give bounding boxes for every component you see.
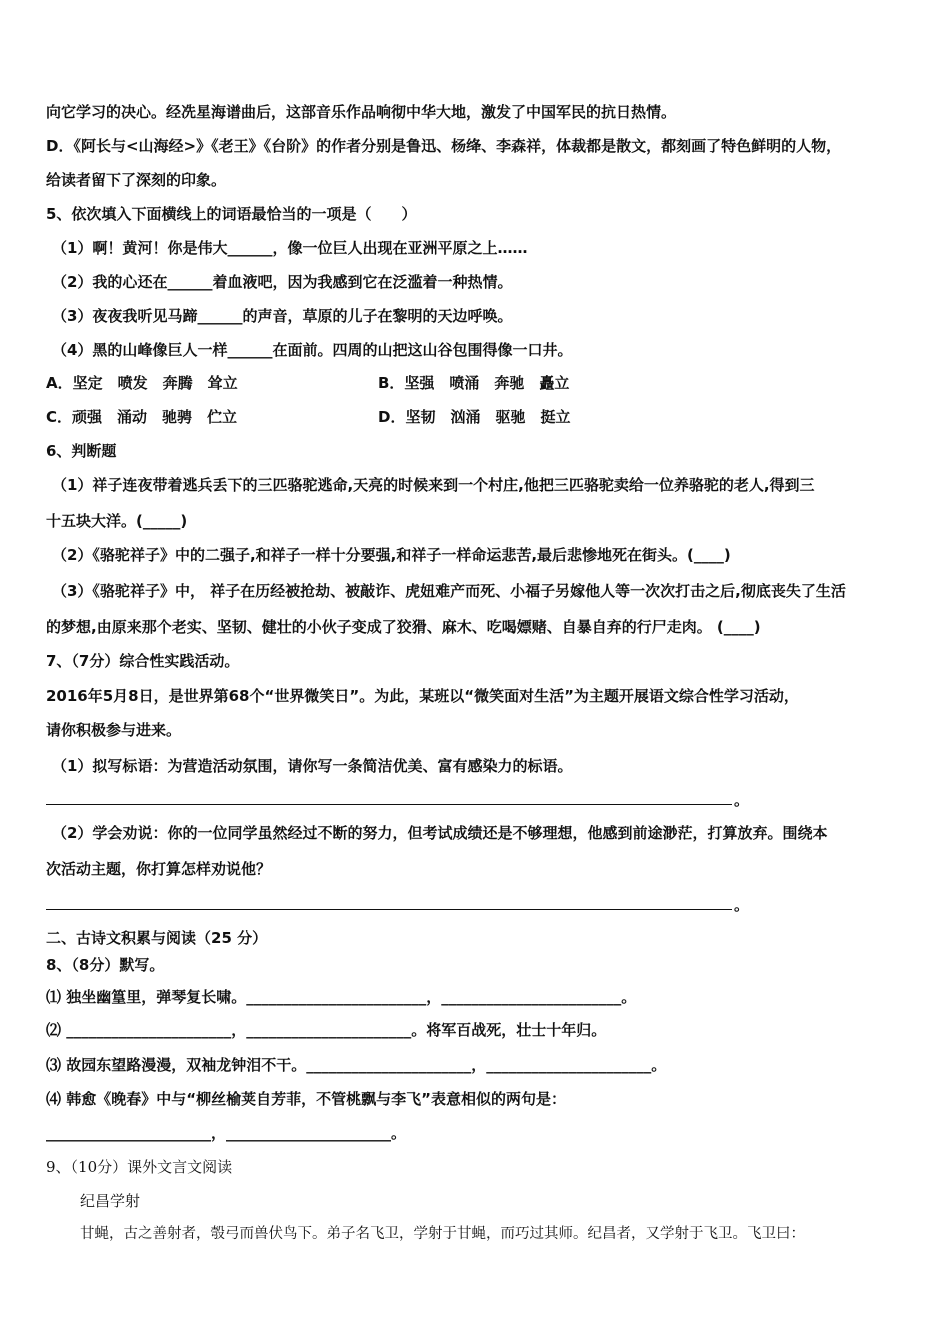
question-8-title: 8、（8分）默写。: [46, 956, 165, 974]
question-5-item-4: （4）黑的山峰像巨人一样______在面前。四周的山把这山谷包围得像一口井。: [52, 341, 573, 359]
answer-line: [46, 909, 732, 910]
text-line: 给读者留下了深刻的印象。: [46, 171, 227, 189]
question-5-item-3: （3）夜夜我听见马蹄______的声音，草原的儿子在黎明的天边呼唤。: [52, 307, 513, 325]
question-7-title: 7、（7分）综合性实践活动。: [46, 652, 240, 670]
question-8-item-4-blanks: ______________________，______________________。: [46, 1124, 407, 1142]
answer-line-period: 。: [734, 791, 750, 809]
option-b: B．坚强 喷涌 奔驰 矗立: [378, 374, 570, 392]
question-6-item-2: （2）《骆驼祥子》中的二强子,和祥子一样十分要强,和祥子一样命运悲苦,最后悲惨地死在街头。(____): [52, 546, 731, 564]
question-8-item-2: ⑵ ______________________，______________________。将军百战死，壮士十年归。: [46, 1021, 607, 1039]
question-6-item-1-cont: 十五块大洋。(_____): [46, 512, 188, 530]
question-7-item-1: （1）拟写标语：为营造活动氛围，请你写一条简洁优美、富有感染力的标语。: [52, 757, 573, 775]
question-5-item-1: （1）啊！黄河！你是伟大______，像一位巨人出现在亚洲平原之上……: [52, 239, 528, 257]
question-7-intro-cont: 请你积极参与进来。: [46, 721, 182, 739]
question-7-item-2: （2）学会劝说：你的一位同学虽然经过不断的努力，但考试成绩还是不够理想，他感到前途渺茫，打算放弃。围绕本: [52, 824, 828, 842]
option-d-prev-question: D．《阿长与<山海经>》《老王》《台阶》的作者分别是鲁迅、杨绛、李森祥，体裁都是散文，都刻画了特色鲜明的人物，: [46, 137, 842, 155]
question-5-item-2: （2）我的心还在______着血液吧，因为我感到它在泛滥着一种热情。: [52, 273, 513, 291]
question-8-item-4: ⑷ 韩愈《晚春》中与“柳丝榆荚自芳菲，不管桃飘与李飞”表意相似的两句是：: [46, 1090, 566, 1108]
question-9-title: 9、（10分）课外文言文阅读: [46, 1158, 233, 1176]
answer-line: [46, 804, 732, 805]
question-7-item-2-cont: 次活动主题，你打算怎样劝说他？: [46, 860, 272, 878]
text-line: 向它学习的决心。经冼星海谱曲后，这部音乐作品响彻中华大地，激发了中国军民的抗日热情。: [46, 103, 677, 121]
section-2-title: 二、古诗文积累与阅读（25 分）: [46, 929, 268, 947]
question-6-item-1: （1）祥子连夜带着逃兵丢下的三匹骆驼逃命,天亮的时候来到一个村庄,他把三匹骆驼卖给一位养骆驼的老人,得到三: [52, 476, 815, 494]
question-5-title: 5、依次填入下面横线上的词语最恰当的一项是（ ）: [46, 205, 417, 223]
option-a: A．坚定 喷发 奔腾 耸立: [46, 374, 238, 392]
question-6-title: 6、判断题: [46, 442, 117, 460]
question-7-intro: 2016年5月8日，是世界第68个“世界微笑日”。为此，某班以“微笑面对生活”为主题开展语文综合性学习活动，: [46, 687, 799, 705]
answer-line-period: 。: [734, 896, 750, 914]
question-8-item-3: ⑶ 故园东望路漫漫，双袖龙钟泪不干。______________________，______________________。: [46, 1056, 667, 1074]
option-c: C．顽强 涌动 驰骋 伫立: [46, 408, 238, 426]
passage-text: 甘蝇，古之善射者，彀弓而兽伏鸟下。弟子名飞卫，学射于甘蝇，而巧过其师。纪昌者，又学射于飞卫。飞卫曰：: [80, 1226, 805, 1242]
question-8-item-1: ⑴ 独坐幽篁里，弹琴复长啸。________________________，________________________。: [46, 988, 637, 1006]
question-6-item-3: （3）《骆驼祥子》中， 祥子在历经被抢劫、被敲诈、虎妞难产而死、小福子另嫁他人等一次次打击之后,彻底丧失了生活: [52, 582, 846, 600]
passage-title: 纪昌学射: [80, 1192, 141, 1210]
option-d: D．坚韧 汹涌 驱驰 挺立: [378, 408, 571, 426]
question-6-item-3-cont: 的梦想,由原来那个老实、坚韧、健壮的小伙子变成了狡猾、麻木、吃喝嫖赌、自暴自弃的行尸走肉。 (____): [46, 618, 761, 636]
